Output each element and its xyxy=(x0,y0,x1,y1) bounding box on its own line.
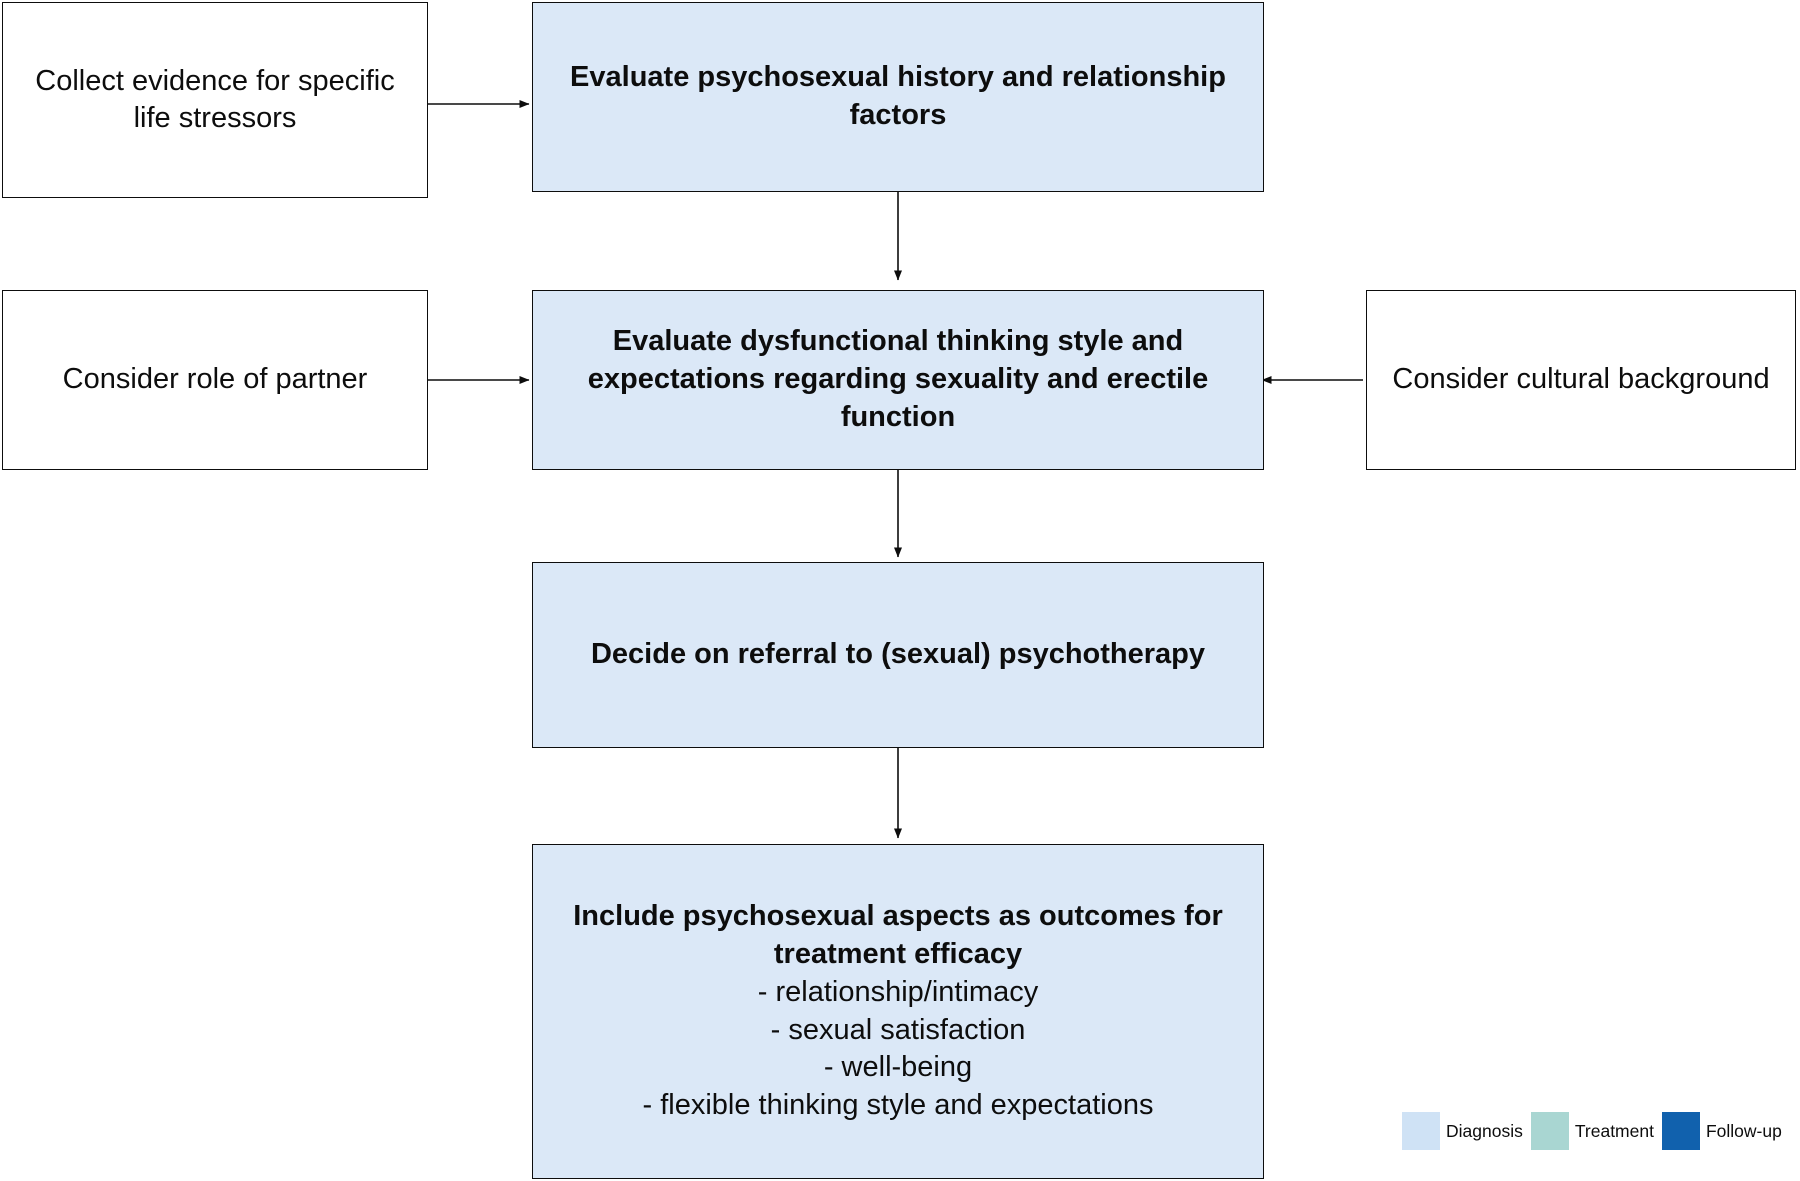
node-include-outcomes-label: Include psychosexual aspects as outcomes for treatment efficacy xyxy=(573,900,1223,971)
legend-label-treatment: Treatment xyxy=(1574,1120,1654,1141)
legend xyxy=(1402,1112,1790,1150)
node-collect-evidence-label: Collect evidence for specific life stressors xyxy=(35,64,395,134)
legend-swatch-treatment xyxy=(1531,1112,1569,1150)
node-include-outcomes-bullet-4: - flexible thinking style and expectations xyxy=(642,1088,1154,1121)
node-include-outcomes-bullet-1: - relationship/intimacy xyxy=(757,975,1039,1008)
node-include-outcomes-bullet-3: - well-being xyxy=(823,1051,973,1084)
node-consider-culture-label: Consider cultural background xyxy=(1392,363,1770,396)
node-consider-partner-label: Consider role of partner xyxy=(62,363,368,396)
node-consider-partner[interactable] xyxy=(2,290,428,470)
node-collect-evidence[interactable] xyxy=(2,2,428,198)
legend-label-diagnosis: Diagnosis xyxy=(1446,1120,1523,1141)
node-evaluate-history[interactable] xyxy=(532,2,1264,192)
node-consider-culture[interactable] xyxy=(1366,290,1796,470)
node-evaluate-history-label: Evaluate psychosexual history and relationship factors xyxy=(570,61,1226,131)
node-evaluate-thinking-label: Evaluate dysfunctional thinking style and expectations regarding sexuality and erectile function xyxy=(587,325,1209,433)
node-include-outcomes[interactable] xyxy=(532,844,1264,1179)
node-decide-referral[interactable] xyxy=(532,562,1264,748)
node-decide-referral-label: Decide on referral to (sexual) psychotherapy xyxy=(590,638,1206,671)
node-include-outcomes-bullet-2: - sexual satisfaction xyxy=(770,1013,1026,1046)
legend-swatch-followup xyxy=(1662,1112,1700,1150)
node-include-outcomes-content xyxy=(533,892,1263,1130)
legend-label-followup: Follow-up xyxy=(1705,1120,1782,1141)
node-evaluate-thinking[interactable] xyxy=(532,290,1264,470)
legend-swatch-diagnosis xyxy=(1402,1112,1440,1150)
